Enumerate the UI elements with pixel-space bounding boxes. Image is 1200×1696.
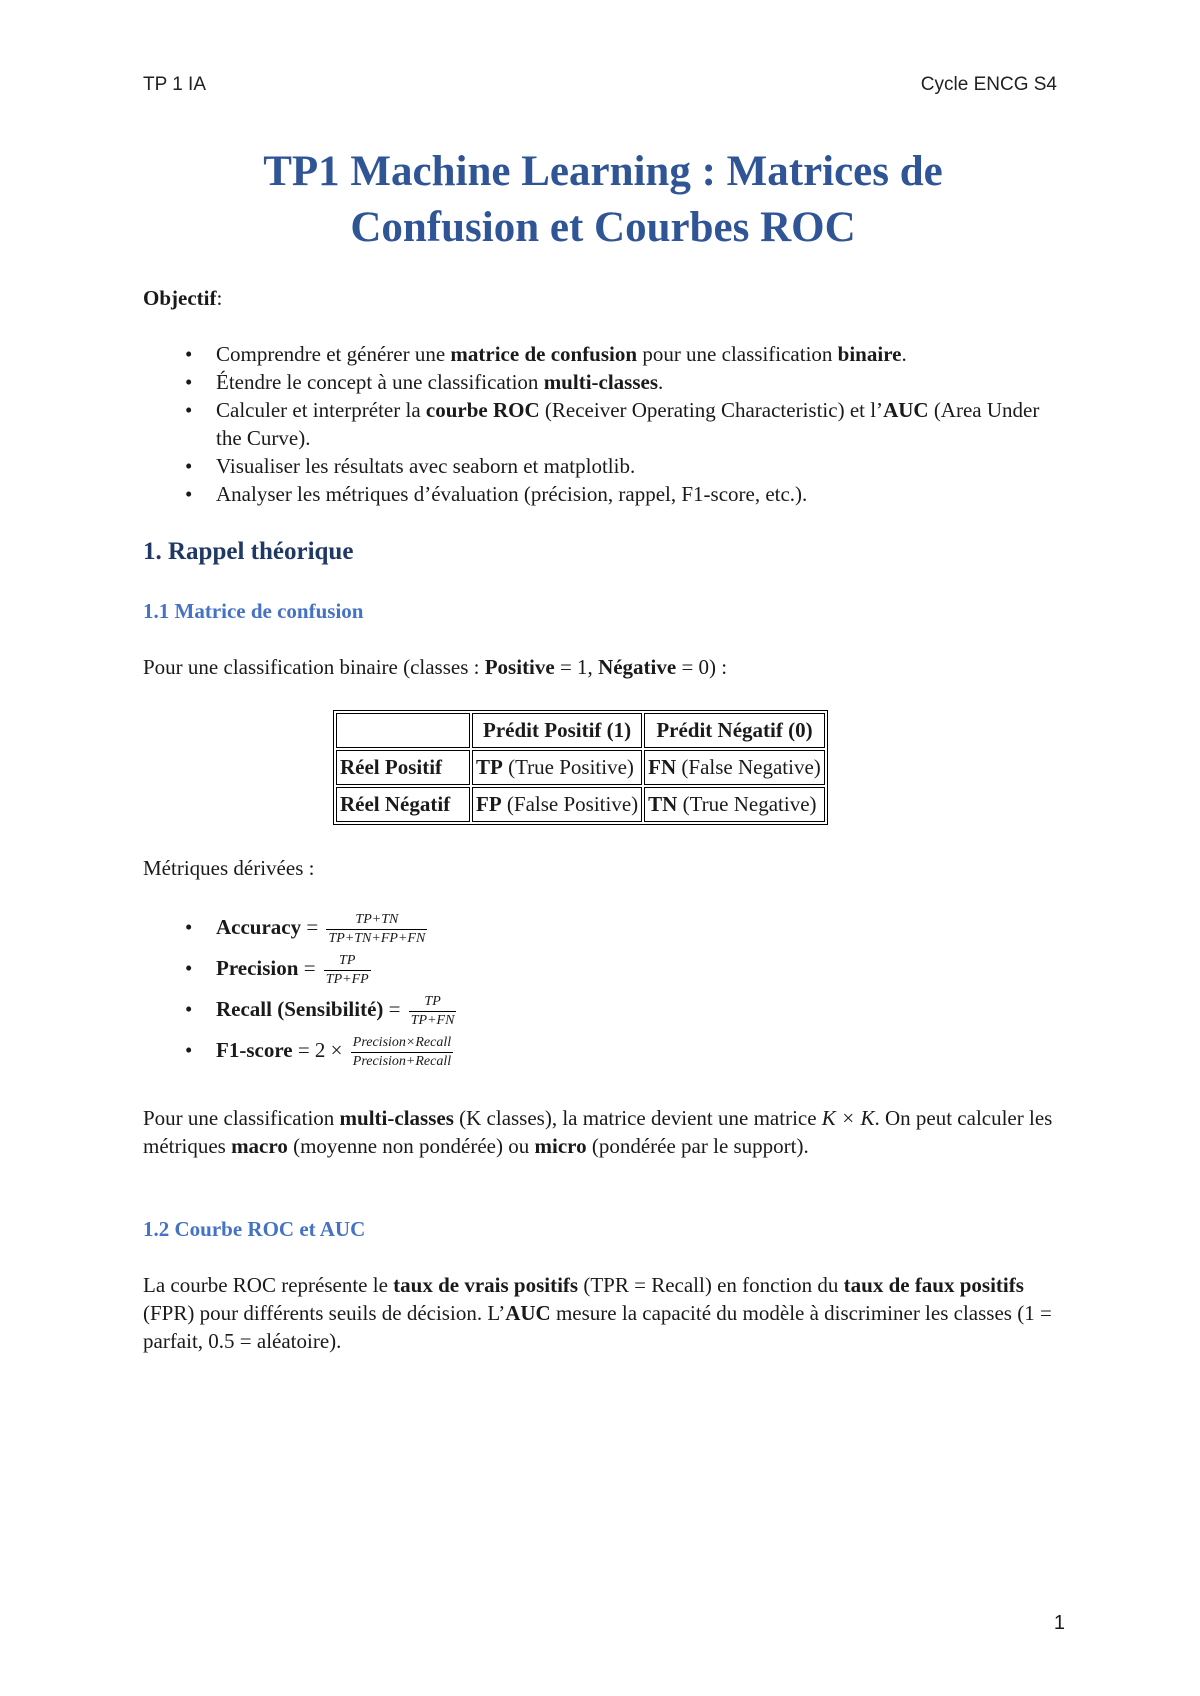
table-cell: TP (True Positive) (472, 750, 642, 785)
table-header-cell: Prédit Négatif (0) (644, 713, 825, 748)
list-item: • Calculer et interpréter la courbe ROC (Receiver Operating Characteristic) et l’AUC (Area Under the Curve). (143, 396, 1063, 452)
metric-item: • F1-score = 2 × $\frac{\text{Precision×Recall}}{\text{Precision+Recall}}$ (143, 1030, 1063, 1071)
formula-fraction: $\frac{\text{Precision×Recall}}{\text{Precision+Recall}}$ (352, 1034, 452, 1069)
list-item: • Étendre le concept à une classification multi-classes. (143, 368, 1063, 396)
list-item: • Visualiser les résultats avec seaborn et matplotlib. (143, 452, 1063, 480)
page-number: 1 (1053, 1612, 1065, 1634)
list-item: • Analyser les métriques d’évaluation (précision, rappel, F1-score, etc.). (143, 480, 1063, 508)
list-item: • Comprendre et générer une matrice de confusion pour une classification binaire. (143, 340, 1063, 368)
binary-intro: Pour une classification binaire (classes : Positive = 1, Négative = 0) : (143, 655, 728, 679)
objective-label (143, 284, 1063, 312)
confusion-matrix-table (333, 710, 828, 825)
table-header-cell: Prédit Positif (1) (472, 713, 642, 748)
title-line-2: Confusion et Courbes ROC (350, 204, 856, 251)
table-row (336, 750, 825, 785)
objective-label-text: Objectif (143, 286, 217, 310)
section-1-heading: 1. Rappel théorique (143, 538, 354, 565)
metric-item: • Precision = $\frac{TP}{TP+FP}$ (143, 948, 1063, 989)
objective-list (143, 340, 1063, 508)
metric-item: • Accuracy = $\frac{TP+TN}{TP+TN+FP+FN}$ (143, 907, 1063, 948)
formula-fraction: $\frac{TP}{TP+FN}$ (410, 993, 455, 1028)
metrics-list (143, 907, 1063, 1071)
table-row-label: Réel Négatif (336, 787, 470, 822)
table-row-label: Réel Positif (336, 750, 470, 785)
header-left: TP 1 IA (143, 74, 207, 95)
document-title (143, 144, 1063, 256)
title-line-1: TP1 Machine Learning : Matrices de (263, 148, 943, 195)
objective-colon: : (216, 286, 223, 310)
table-row (336, 787, 825, 822)
section-1-1-heading: 1.1 Matrice de confusion (143, 599, 364, 623)
metric-item: • Recall (Sensibilité) = $\frac{TP}{TP+FN}$ (143, 989, 1063, 1030)
section-1-2-heading: 1.2 Courbe ROC et AUC (143, 1217, 366, 1241)
formula-fraction: $\frac{TP+TN}{TP+TN+FP+FN}$ (328, 911, 426, 946)
table-cell: FP (False Positive) (472, 787, 642, 822)
table-cell: FN (False Negative) (644, 750, 825, 785)
multiclass-paragraph: Pour une classification multi-classes (K classes), la matrice devient une matrice K × K. On peut calculer les métriques macro (moyenne non pondérée) ou micro (pondérée par le support). (143, 1106, 1053, 1158)
table-cell: TN (True Negative) (644, 787, 825, 822)
table-header-cell (336, 713, 470, 748)
header-right: Cycle ENCG S4 (920, 74, 1057, 95)
formula-fraction: $\frac{TP}{TP+FP}$ (325, 952, 369, 987)
roc-paragraph: La courbe ROC représente le taux de vrais positifs (TPR = Recall) en fonction du taux de faux positifs (FPR) pour différents seuils de décision. L’AUC mesure la capacité du modèle à discriminer les classes (1 = parfait, 0.5 = aléatoire). (143, 1273, 1052, 1353)
metrics-intro: Métriques dérivées : (143, 856, 315, 880)
table-header-row (336, 713, 825, 748)
